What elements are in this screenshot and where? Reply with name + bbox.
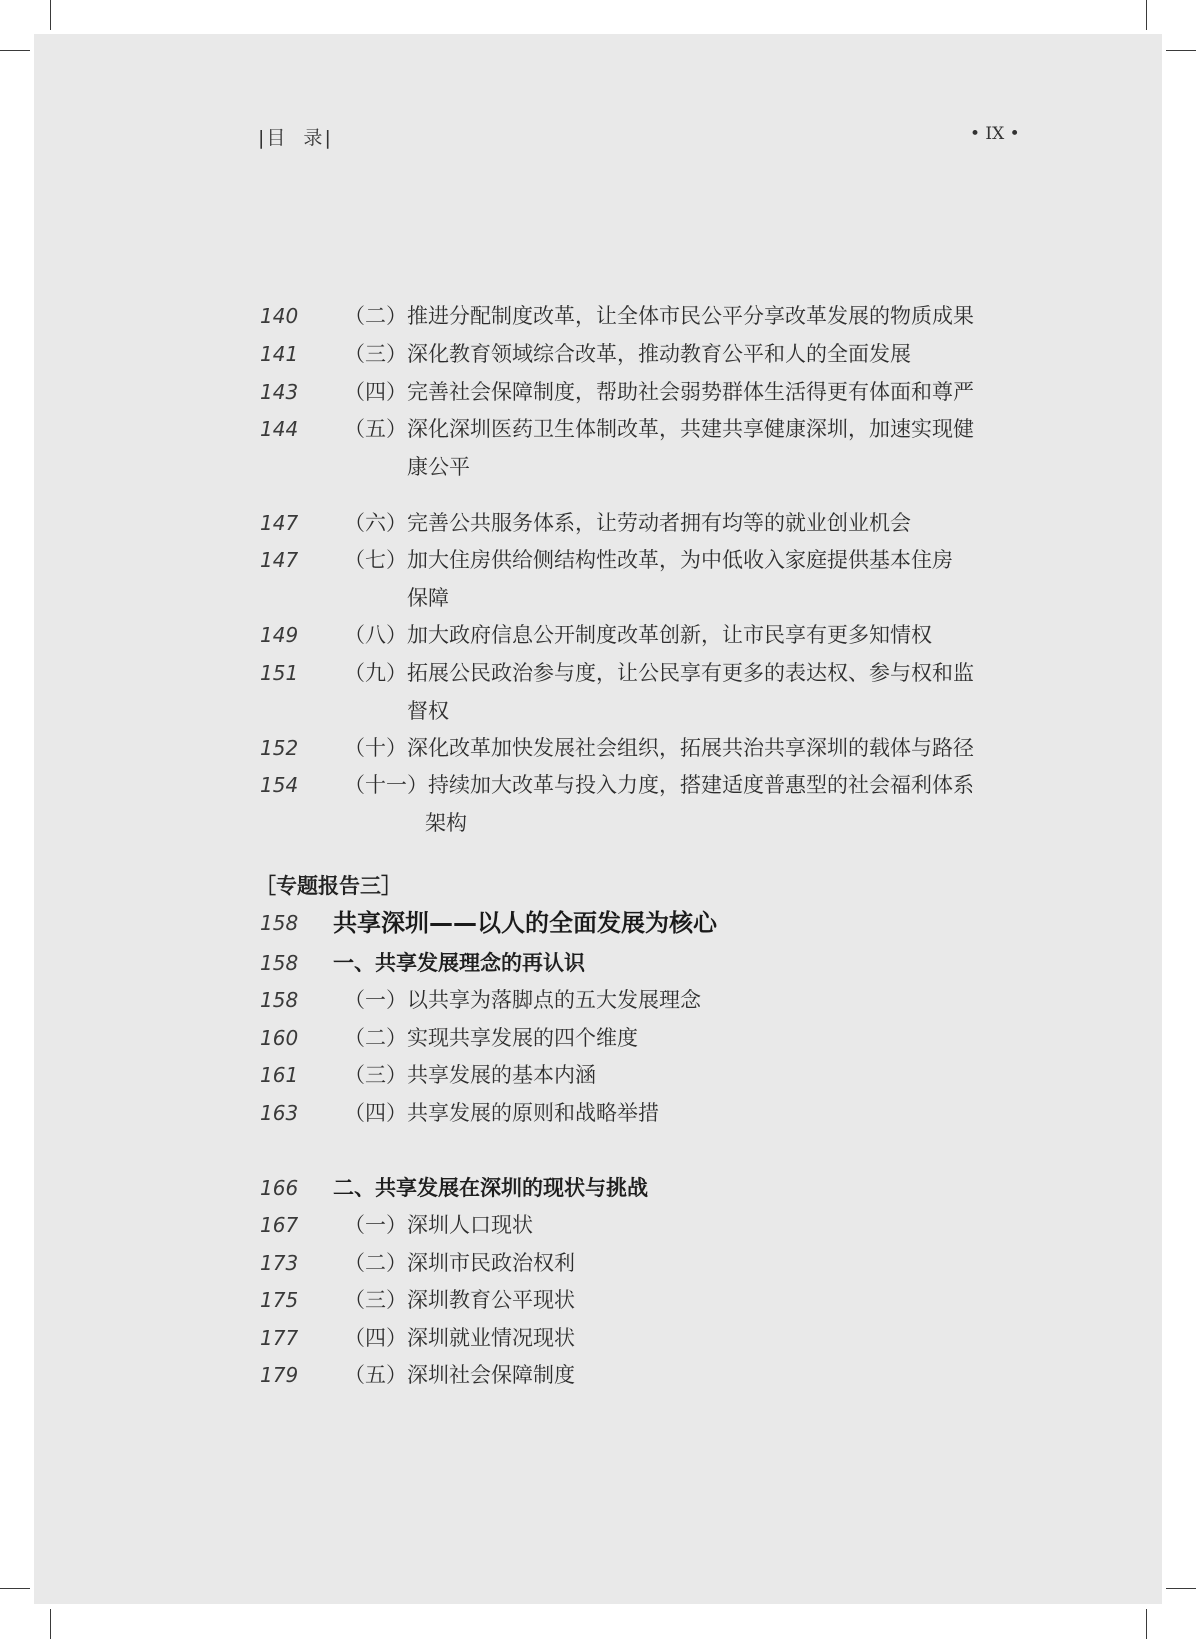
section-label: ［专题报告三］: [255, 874, 402, 898]
crop-mark: [50, 1609, 51, 1639]
page-number: • IX •: [970, 124, 1020, 144]
toc-entry-title: 二、共享发展在深圳的现状与挑战: [333, 1176, 648, 1200]
toc-entry-title: （五）深圳社会保障制度: [344, 1363, 575, 1387]
toc-entry-title: （一）深圳人口现状: [344, 1213, 533, 1237]
toc-page-number: 160: [260, 1026, 299, 1050]
toc-entry-title: （十一）持续加大改革与投入力度，搭建适度普惠型的社会福利体系: [344, 773, 974, 797]
crop-mark: [1146, 0, 1147, 30]
crop-mark: [1166, 1588, 1196, 1589]
toc-entry-title: （四）深圳就业情况现状: [344, 1326, 575, 1350]
toc-entry-title: （二）推进分配制度改革，让全体市民公平分享改革发展的物质成果: [344, 304, 974, 328]
header-char-b: 录: [303, 127, 325, 149]
toc-entry-title: （二）实现共享发展的四个维度: [344, 1026, 638, 1050]
toc-entry-title: （八）加大政府信息公开制度改革创新，让市民享有更多知情权: [344, 623, 932, 647]
toc-entry-title: （五）深化深圳医药卫生体制改革，共建共享健康深圳，加速实现健: [344, 417, 974, 441]
toc-page-number: 179: [260, 1363, 299, 1387]
toc-entry-continuation: 架构: [425, 810, 467, 835]
toc-page-number: 147: [260, 548, 299, 572]
toc-entry-title: （三）共享发展的基本内涵: [344, 1063, 596, 1087]
toc-page-number: 158: [260, 988, 299, 1012]
toc-page-number: 177: [260, 1326, 299, 1350]
toc-entry-title: （十）深化改革加快发展社会组织，拓展共治共享深圳的载体与路径: [344, 736, 974, 760]
toc-page-number: 167: [260, 1213, 299, 1237]
toc-entry-continuation: 保障: [407, 585, 449, 610]
header-char-a: 目: [266, 127, 288, 149]
toc-entry-title: （四）完善社会保障制度，帮助社会弱势群体生活得更有体面和尊严: [344, 380, 974, 404]
crop-mark: [1146, 1609, 1147, 1639]
toc-page-number: 140: [260, 304, 299, 328]
toc-entry-title: 共享深圳——以人的全面发展为核心: [333, 909, 717, 937]
toc-page-number: 161: [260, 1063, 299, 1087]
toc-entry-title: （七）加大住房供给侧结构性改革，为中低收入家庭提供基本住房: [344, 548, 953, 572]
crop-mark: [0, 1588, 30, 1589]
toc-entry-continuation: 康公平: [407, 454, 470, 479]
toc-page-number: 175: [260, 1288, 299, 1312]
toc-page-number: 166: [260, 1176, 299, 1200]
toc-page-number: 151: [260, 661, 299, 685]
toc-entry-title: （三）深化教育领域综合改革，推动教育公平和人的全面发展: [344, 342, 911, 366]
toc-entry-title: （二）深圳市民政治权利: [344, 1251, 575, 1275]
crop-mark: [0, 50, 30, 51]
toc-entry-title: （三）深圳教育公平现状: [344, 1288, 575, 1312]
toc-entry-title: （一）以共享为落脚点的五大发展理念: [344, 988, 701, 1012]
crop-mark: [1166, 50, 1196, 51]
toc-entry-title: （六）完善公共服务体系，让劳动者拥有均等的就业创业机会: [344, 511, 911, 535]
toc-entry-title: （四）共享发展的原则和战略举措: [344, 1101, 659, 1125]
toc-page-number: 147: [260, 511, 299, 535]
toc-page-number: 152: [260, 736, 299, 760]
toc-entry-continuation: 督权: [407, 698, 449, 723]
toc-entry-title: （九）拓展公民政治参与度，让公民享有更多的表达权、参与权和监: [344, 661, 974, 685]
toc-page-number: 158: [260, 951, 299, 975]
toc-page-number: 154: [260, 773, 299, 797]
crop-mark: [50, 0, 51, 30]
toc-page-number: 158: [260, 911, 299, 935]
running-header-title: |目 录|: [258, 127, 333, 149]
toc-page-number: 163: [260, 1101, 299, 1125]
toc-page-number: 173: [260, 1251, 299, 1275]
toc-page-number: 143: [260, 380, 299, 404]
toc-entry-title: 一、共享发展理念的再认识: [333, 951, 585, 975]
toc-page-number: 149: [260, 623, 299, 647]
toc-page-number: 144: [260, 417, 299, 441]
toc-page-number: 141: [260, 342, 299, 366]
